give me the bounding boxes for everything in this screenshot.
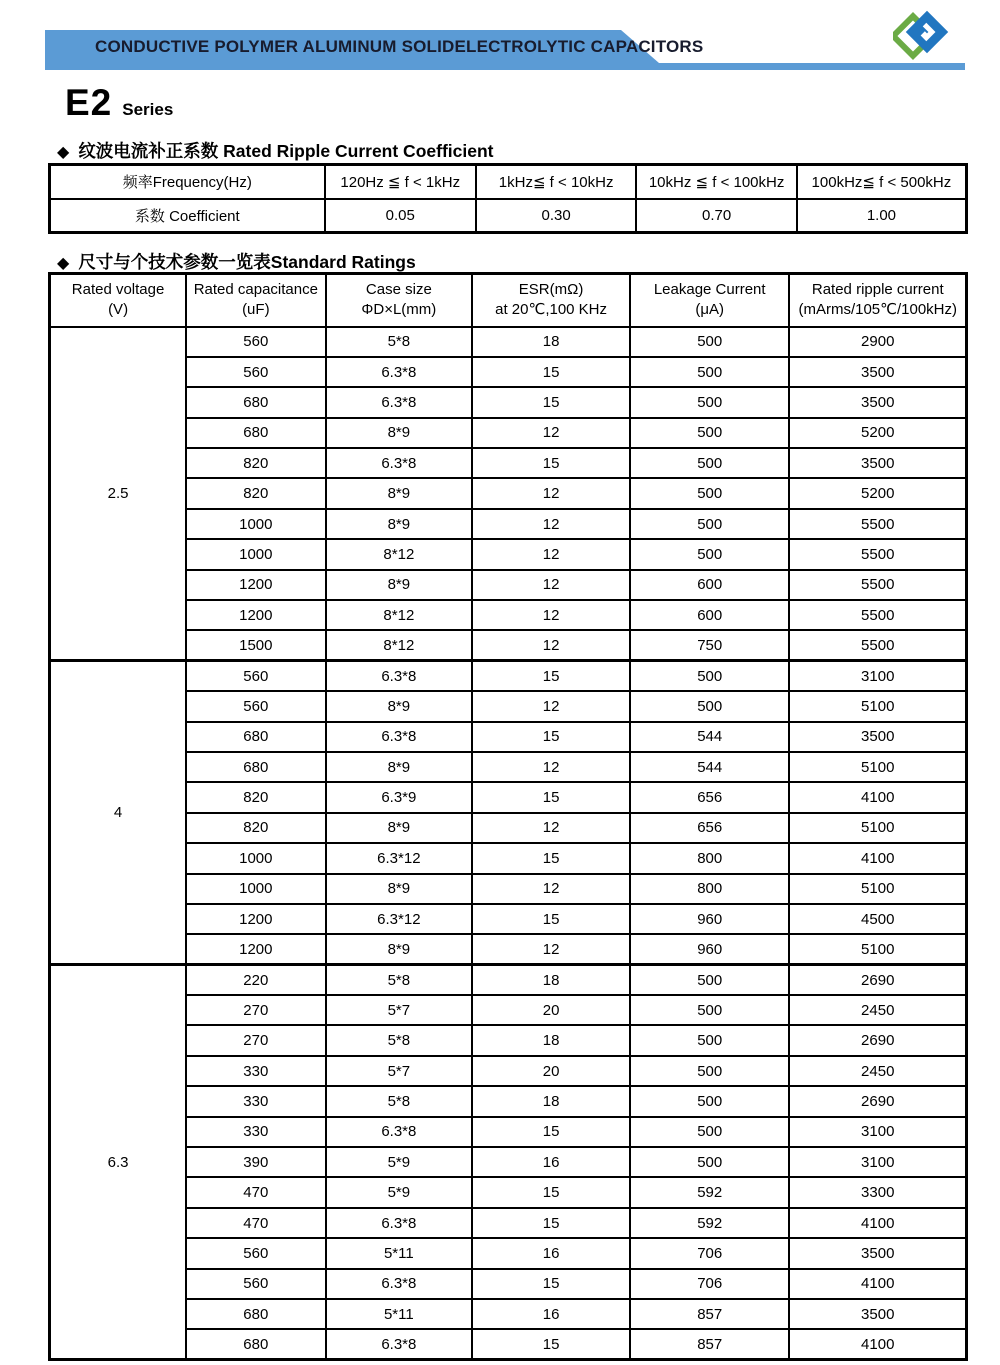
table-cell: 500: [630, 539, 790, 569]
table-cell: 800: [630, 843, 790, 873]
table-cell: 3500: [789, 1299, 966, 1329]
table-cell: 500: [630, 357, 790, 387]
table-cell: 330: [186, 1117, 325, 1147]
table-cell: 12: [472, 539, 630, 569]
table-cell: 2450: [789, 995, 966, 1025]
banner-underline: [45, 63, 965, 70]
table-cell: 656: [630, 782, 790, 812]
value-cell: 系数 Coefficient: [50, 199, 325, 233]
series-suffix: Series: [122, 100, 174, 119]
table-cell: 2690: [789, 1086, 966, 1116]
table-cell: 5500: [789, 600, 966, 630]
table-cell: 500: [630, 1056, 790, 1086]
header-banner: [45, 30, 965, 70]
table-row: [50, 934, 967, 964]
table-cell: 15: [472, 1329, 630, 1359]
section-title-standard-ratings: [57, 249, 416, 274]
table-cell: 5*8: [326, 1025, 473, 1055]
table-cell: 16: [472, 1147, 630, 1177]
table-row: [50, 965, 967, 995]
table-row: [50, 1299, 967, 1329]
table-row: [50, 327, 967, 357]
table-row: [50, 752, 967, 782]
table-cell: 15: [472, 904, 630, 934]
table-cell: 15: [472, 387, 630, 417]
table-cell: 5*11: [326, 1299, 473, 1329]
table-cell: 1000: [186, 843, 325, 873]
table-cell: 6.3*9: [326, 782, 473, 812]
value-cell: 0.70: [636, 199, 796, 233]
table-cell: 500: [630, 1117, 790, 1147]
table-cell: 2450: [789, 1056, 966, 1086]
company-logo-icon: [893, 10, 951, 64]
table-cell: 3100: [789, 661, 966, 691]
table-cell: 12: [472, 752, 630, 782]
table-cell: 12: [472, 691, 630, 721]
table-cell: 15: [472, 722, 630, 752]
table-cell: 706: [630, 1238, 790, 1268]
table-cell: 544: [630, 722, 790, 752]
table-cell: 5500: [789, 509, 966, 539]
header-cell: 频率Frequency(Hz): [50, 165, 325, 199]
table-cell: 5500: [789, 570, 966, 600]
table-row: [50, 661, 967, 691]
table-cell: 500: [630, 418, 790, 448]
table-cell: 592: [630, 1208, 790, 1238]
table-cell: 5200: [789, 418, 966, 448]
table-cell: 5*8: [326, 327, 473, 357]
diamond-icon: ◆: [57, 144, 70, 161]
table-cell: 4100: [789, 843, 966, 873]
table-cell: 960: [630, 904, 790, 934]
table-cell: 500: [630, 1086, 790, 1116]
table-cell: 960: [630, 934, 790, 964]
table-cell: 592: [630, 1177, 790, 1207]
table-row: [50, 843, 967, 873]
table-cell: 470: [186, 1208, 325, 1238]
voltage-cell: 6.3: [50, 965, 187, 1360]
table-cell: 4100: [789, 1208, 966, 1238]
table-cell: 500: [630, 327, 790, 357]
table-cell: 500: [630, 691, 790, 721]
table-cell: 820: [186, 448, 325, 478]
page-title: [65, 82, 173, 124]
table-cell: 18: [472, 327, 630, 357]
table-row: [50, 1025, 967, 1055]
table-cell: 18: [472, 1086, 630, 1116]
table-cell: 560: [186, 1269, 325, 1299]
table-cell: 5*7: [326, 995, 473, 1025]
table-cell: 8*9: [326, 509, 473, 539]
table-cell: 3500: [789, 387, 966, 417]
table-cell: 12: [472, 509, 630, 539]
table-cell: 6.3*8: [326, 1117, 473, 1147]
table-cell: 20: [472, 995, 630, 1025]
table-cell: 544: [630, 752, 790, 782]
table-cell: 5*7: [326, 1056, 473, 1086]
table-cell: 820: [186, 813, 325, 843]
header-cell: 120Hz ≦ f < 1kHz: [325, 165, 476, 199]
table-cell: 680: [186, 752, 325, 782]
table-cell: 470: [186, 1177, 325, 1207]
table-row: [50, 1238, 967, 1268]
table-cell: 4500: [789, 904, 966, 934]
table-cell: 8*9: [326, 691, 473, 721]
column-header: Rated capacitance (uF): [186, 274, 325, 327]
table-cell: 12: [472, 934, 630, 964]
table-row: [50, 1147, 967, 1177]
table-cell: 12: [472, 570, 630, 600]
table-cell: 560: [186, 327, 325, 357]
table-row: [50, 418, 967, 448]
table-row: [50, 722, 967, 752]
table-cell: 820: [186, 782, 325, 812]
value-cell: 0.30: [476, 199, 636, 233]
header-cell: 10kHz ≦ f < 100kHz: [636, 165, 796, 199]
table-row: [50, 570, 967, 600]
table-cell: 1000: [186, 874, 325, 904]
table-cell: 270: [186, 995, 325, 1025]
table-cell: 680: [186, 1299, 325, 1329]
table-cell: 2900: [789, 327, 966, 357]
table-cell: 2690: [789, 965, 966, 995]
table-cell: 15: [472, 357, 630, 387]
table-cell: 800: [630, 874, 790, 904]
value-cell: 0.05: [325, 199, 476, 233]
column-header: Leakage Current (μA): [630, 274, 790, 327]
table-cell: 6.3*8: [326, 357, 473, 387]
table-cell: 500: [630, 1147, 790, 1177]
table-row: [50, 199, 967, 233]
value-cell: 1.00: [797, 199, 967, 233]
table-cell: 500: [630, 478, 790, 508]
table-row: [50, 448, 967, 478]
voltage-cell: 2.5: [50, 327, 187, 661]
table-cell: 12: [472, 813, 630, 843]
table-cell: 5*8: [326, 965, 473, 995]
table-cell: 560: [186, 1238, 325, 1268]
table-cell: 680: [186, 1329, 325, 1359]
table-row: [50, 1208, 967, 1238]
table-row: [50, 1086, 967, 1116]
table-cell: 5*8: [326, 1086, 473, 1116]
table-cell: 12: [472, 478, 630, 508]
table-cell: 656: [630, 813, 790, 843]
table-cell: 15: [472, 448, 630, 478]
table-cell: 270: [186, 1025, 325, 1055]
table-row: [50, 600, 967, 630]
table-cell: 560: [186, 691, 325, 721]
table-cell: 6.3*8: [326, 1208, 473, 1238]
table-cell: 16: [472, 1238, 630, 1268]
table-cell: 680: [186, 387, 325, 417]
table-cell: 680: [186, 722, 325, 752]
table-cell: 15: [472, 1269, 630, 1299]
table-cell: 6.3*8: [326, 661, 473, 691]
table-row: [50, 387, 967, 417]
table-cell: 8*9: [326, 934, 473, 964]
table-cell: 18: [472, 1025, 630, 1055]
table-cell: 5500: [789, 630, 966, 660]
table-cell: 5*11: [326, 1238, 473, 1268]
table-cell: 500: [630, 448, 790, 478]
table-cell: 500: [630, 387, 790, 417]
table-cell: 5100: [789, 934, 966, 964]
table-row: [50, 1269, 967, 1299]
table-row: [50, 782, 967, 812]
table-cell: 15: [472, 843, 630, 873]
table-cell: 3500: [789, 722, 966, 752]
header-cell: 100kHz≦ f < 500kHz: [797, 165, 967, 199]
table-row: [50, 165, 967, 199]
table-cell: 1200: [186, 934, 325, 964]
table-cell: 3500: [789, 448, 966, 478]
table-cell: 3100: [789, 1147, 966, 1177]
table-cell: 5*9: [326, 1147, 473, 1177]
table-cell: 6.3*8: [326, 1329, 473, 1359]
table-cell: 15: [472, 1117, 630, 1147]
table-cell: 6.3*8: [326, 387, 473, 417]
table-cell: 5100: [789, 691, 966, 721]
table-row: [50, 691, 967, 721]
table-cell: 1200: [186, 600, 325, 630]
column-header: ESR(mΩ) at 20℃,100 KHz: [472, 274, 630, 327]
table-cell: 2690: [789, 1025, 966, 1055]
table-cell: 15: [472, 782, 630, 812]
table-cell: 12: [472, 418, 630, 448]
table-cell: 1500: [186, 630, 325, 660]
table-row: [50, 1117, 967, 1147]
table-cell: 5100: [789, 874, 966, 904]
table-cell: 8*9: [326, 752, 473, 782]
table-cell: 1000: [186, 509, 325, 539]
ripple-coefficient-table: [48, 163, 968, 234]
table-cell: 8*9: [326, 874, 473, 904]
table-cell: 4100: [789, 1269, 966, 1299]
table-cell: 4100: [789, 1329, 966, 1359]
table-row: [50, 1056, 967, 1086]
table-row: [50, 357, 967, 387]
table-cell: 857: [630, 1299, 790, 1329]
section-title-text: 纹波电流补正系数 Rated Ripple Current Coefficient: [78, 141, 494, 161]
table-cell: 8*12: [326, 539, 473, 569]
table-cell: 390: [186, 1147, 325, 1177]
table-cell: 560: [186, 661, 325, 691]
table-cell: 6.3*8: [326, 722, 473, 752]
table-cell: 6.3*12: [326, 904, 473, 934]
table-cell: 12: [472, 874, 630, 904]
table-cell: 3100: [789, 1117, 966, 1147]
table-row: [50, 1177, 967, 1207]
table-cell: 857: [630, 1329, 790, 1359]
table-row: [50, 539, 967, 569]
ratings-table-body: [50, 327, 967, 1360]
table-cell: 8*9: [326, 813, 473, 843]
table-cell: 15: [472, 661, 630, 691]
table-cell: 16: [472, 1299, 630, 1329]
table-cell: 500: [630, 965, 790, 995]
table-cell: 6.3*8: [326, 448, 473, 478]
table-cell: 560: [186, 357, 325, 387]
table-row: [50, 509, 967, 539]
banner-title: CONDUCTIVE POLYMER ALUMINUM SOLIDELECTROLYTIC CAPACITORS: [95, 37, 704, 56]
table-row: [50, 874, 967, 904]
table-cell: 5100: [789, 752, 966, 782]
table-cell: 5*9: [326, 1177, 473, 1207]
table-cell: 1000: [186, 539, 325, 569]
table-cell: 220: [186, 965, 325, 995]
table-cell: 8*9: [326, 570, 473, 600]
voltage-cell: 4: [50, 661, 187, 965]
table-cell: 5200: [789, 478, 966, 508]
table-cell: 8*12: [326, 600, 473, 630]
table-cell: 600: [630, 570, 790, 600]
column-header: Case size ΦD×L(mm): [326, 274, 473, 327]
table-row: [50, 630, 967, 660]
section-title-text: 尺寸与个技术参数一览表Standard Ratings: [78, 252, 416, 272]
table-cell: 600: [630, 600, 790, 630]
table-cell: 3300: [789, 1177, 966, 1207]
table-row: [50, 904, 967, 934]
table-cell: 706: [630, 1269, 790, 1299]
table-row: [50, 478, 967, 508]
table-cell: 8*12: [326, 630, 473, 660]
table-cell: 330: [186, 1056, 325, 1086]
table-cell: 500: [630, 995, 790, 1025]
header-cell: 1kHz≦ f < 10kHz: [476, 165, 636, 199]
table-cell: 20: [472, 1056, 630, 1086]
section-title-ripple-coefficient: [57, 138, 493, 163]
table-cell: 680: [186, 418, 325, 448]
table-cell: 4100: [789, 782, 966, 812]
table-cell: 8*9: [326, 418, 473, 448]
diamond-icon: ◆: [57, 255, 70, 272]
table-cell: 500: [630, 661, 790, 691]
table-cell: 5100: [789, 813, 966, 843]
table-cell: 6.3*8: [326, 1269, 473, 1299]
table-cell: 3500: [789, 357, 966, 387]
column-header: Rated ripple current (mArms/105℃/100kHz): [789, 274, 966, 327]
table-cell: 18: [472, 965, 630, 995]
table-cell: 12: [472, 630, 630, 660]
table-cell: 1200: [186, 570, 325, 600]
table-cell: 820: [186, 478, 325, 508]
table-row: [50, 995, 967, 1025]
table-header-row: [50, 274, 967, 327]
table-cell: 6.3*12: [326, 843, 473, 873]
series-name: E2: [65, 82, 113, 123]
table-cell: 15: [472, 1177, 630, 1207]
table-cell: 750: [630, 630, 790, 660]
column-header: Rated voltage (V): [50, 274, 187, 327]
table-cell: 330: [186, 1086, 325, 1116]
table-cell: 5500: [789, 539, 966, 569]
standard-ratings-table: [48, 272, 968, 1361]
table-row: [50, 813, 967, 843]
table-cell: 15: [472, 1208, 630, 1238]
table-row: [50, 1329, 967, 1359]
table-cell: 500: [630, 509, 790, 539]
table-cell: 8*9: [326, 478, 473, 508]
table-cell: 500: [630, 1025, 790, 1055]
table-cell: 12: [472, 600, 630, 630]
table-cell: 1200: [186, 904, 325, 934]
table-cell: 3500: [789, 1238, 966, 1268]
